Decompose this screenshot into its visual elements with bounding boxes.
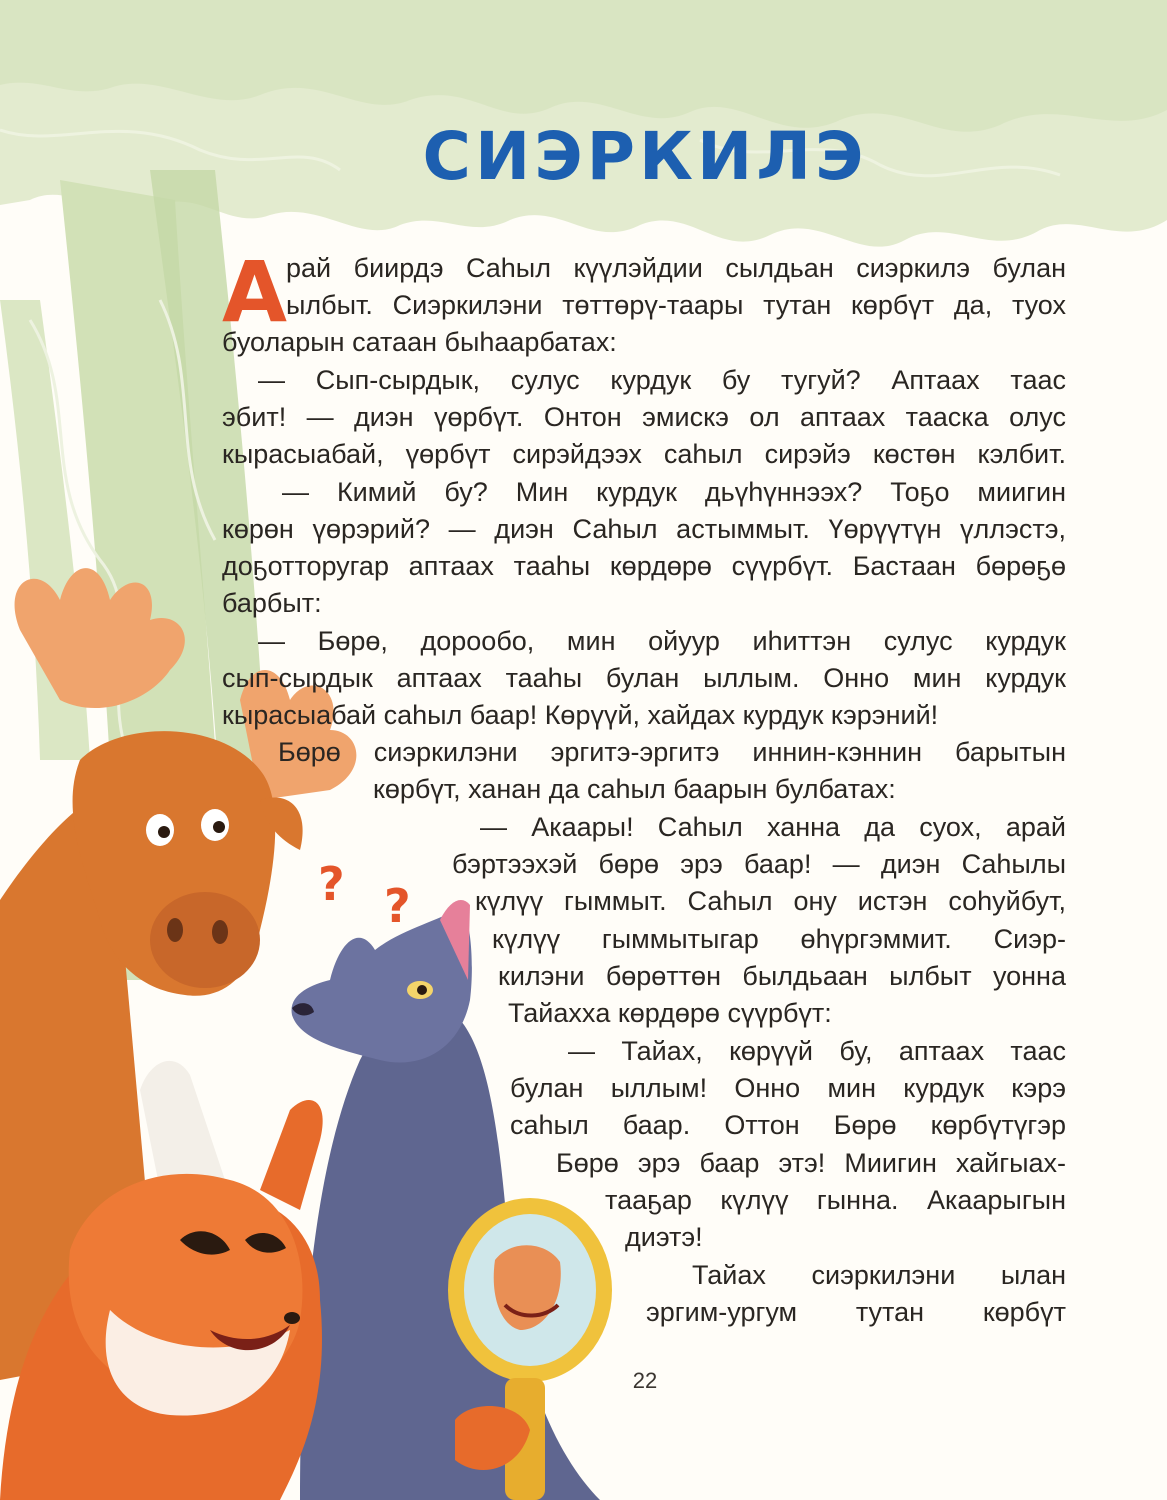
text-line: — Акаары! Саһыл ханна да суох, арай — [480, 812, 1066, 842]
text-line: Тайаххa көрдөрө сүүрбүт: — [508, 998, 832, 1028]
text-line: булан ыллым! Онно мин курдук кэрэ — [510, 1073, 1066, 1103]
text-line: күлүү гыммытыгар өһүргэммит. Сиэр- — [492, 924, 1066, 954]
text-line: Бөрө сиэркилэни эргитэ-эргитэ иннин-кэннин барытын — [278, 737, 1066, 767]
text-line: буоларын сатаан быһаарбатах: — [222, 327, 617, 357]
text-line: кырасыабай саһыл баар! Көрүүй, хайдах курдук кэрэний! — [222, 700, 939, 730]
text-line: сып-сырдык аптаах тааһы булан ыллым. Онно мин курдук — [222, 663, 1066, 693]
mirror-illustration — [448, 1198, 612, 1500]
story-title: СИЭРКИЛЭ — [422, 118, 868, 195]
text-line: рай биирдэ Саһыл күүлэйдии сылдьан сиэркилэ булан — [286, 253, 1066, 283]
text-line: Тайах сиэркилэни ылан — [692, 1260, 1066, 1290]
text-line: диэтэ! — [625, 1222, 703, 1252]
text-line: көрөн үөрэрий? — диэн Саһыл астыммыт. Үөрүүтүн үллэстэ, — [222, 514, 1066, 544]
page-number: 22 — [632, 1368, 658, 1393]
text-line: көрбүт, ханан да саһыл баарын булбатах: — [373, 774, 896, 804]
text-line: саһыл баар. Оттон Бөрө көрбүтүгэр — [510, 1110, 1066, 1140]
text-line: эбит! — диэн үөрбүт. Онтон эмискэ ол аптаах тааска олус — [222, 402, 1066, 432]
text-line: — Сып-сырдык, сулус курдук бу тугуй? Аптаах таас — [258, 365, 1066, 395]
text-line: күлүү гыммыт. Саһыл ону истэн соһуйбут, — [475, 886, 1066, 916]
text-line: ылбыт. Сиэркилэни төттөрү-таары тутан көрбүт да, туох — [286, 290, 1066, 320]
question-mark-2: ? — [384, 879, 411, 933]
text-line: Бөрө эрэ баар этэ! Миигин хайгыах- — [556, 1148, 1066, 1178]
text-line: доҕотторугар аптаах тааһы көрдөрө сүүрбүт. Бастаан бөрөҕө — [222, 551, 1066, 581]
drop-cap-letter: А — [222, 243, 288, 341]
text-line: эргим-ургум тутан көрбүт — [646, 1297, 1066, 1327]
text-line: тааҕар күлүү гынна. Акаарыгын — [605, 1185, 1066, 1215]
text-line: кырасыабай, үөрбүт сирэйдээх саһыл сирэйэ көстөн кэлбит. — [222, 439, 1066, 469]
text-line: бэртээхэй бөрө эрэ баар! — диэн Саһылы — [452, 849, 1066, 879]
text-line: — Бөрө, дорообо, мин ойуур иһиттэн сулус курдук — [258, 626, 1066, 656]
text-line: — Тайах, көрүүй бу, аптаах таас — [568, 1036, 1066, 1066]
text-line: барбыт: — [222, 588, 322, 618]
text-line: — Кимий бу? Мин курдук дьүһүннээх? Тоҕо миигин — [282, 477, 1066, 507]
text-line: килэни бөрөттөн былдьаан ылбыт уонна — [498, 961, 1066, 991]
question-mark-1: ? — [318, 857, 345, 911]
